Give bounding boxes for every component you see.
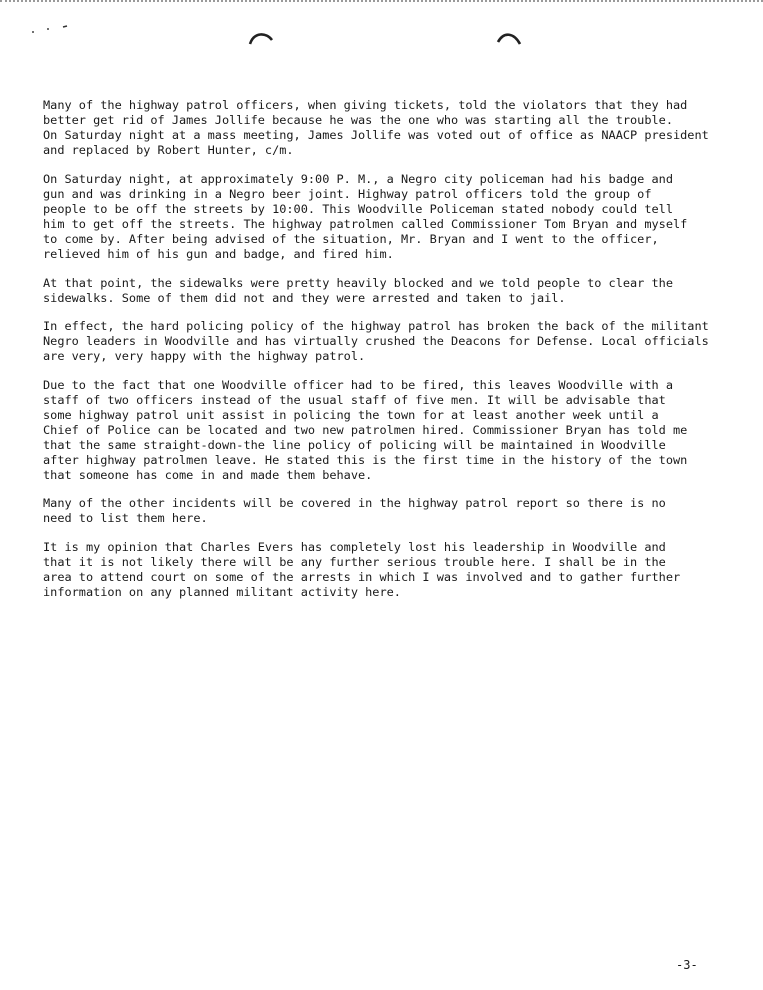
punch-hole-mark-right xyxy=(496,30,522,46)
paragraph: At that point, the sidewalks were pretty heavily blocked and we told people to clear the sidewalks. Some of them did not and they were arrested and taken to jail. xyxy=(43,275,673,305)
paragraph: On Saturday night, at approximately 9:00 P. M., a Negro city policeman had his badge and gun and was drinking in a Negro beer joint. Highway patrol officers told the group of people to be off the streets by 10:00. This Woodville Policeman stated nobody could tell him to get off the streets. The highway patrolmen called Commissioner Tom Bryan and myself to come by. After being advised of the situation, Mr. Bryan and I went to the officer, relieved him of his gun and badge, and fired him. xyxy=(43,172,688,261)
top-edge-dots xyxy=(0,0,763,8)
document-body xyxy=(43,98,753,613)
page-number: -3- xyxy=(676,958,698,972)
punch-hole-mark-left xyxy=(248,30,274,46)
paragraph: Many of the other incidents will be covered in the highway patrol report so there is no need to list them here. xyxy=(43,496,666,525)
paragraph: Due to the fact that one Woodville officer had to be fired, this leaves Woodville with a staff of two officers instead of the usual staff of five men. It will be advisable that some highway patrol unit assist in policing the town for at least another week until a Chief of Police can be located and two new patrolmen hired. Commissioner Bryan has told me that the same straight-down-the line policy of policing will be maintained in Woodville after highway patrolmen leave. He stated this is the first time in the history of the town that someone has come in and made them behave. xyxy=(43,377,688,482)
paragraph: It is my opinion that Charles Evers has completely lost his leadership in Woodville and that it is not likely there will be any further serious trouble here. I shall be in the area to attend court on some of the arrests in which I was involved and to gather further information on any planned militant activity here. xyxy=(43,539,681,599)
stray-ink-marks xyxy=(30,22,80,36)
paragraph: In effect, the hard policing policy of the highway patrol has broken the back of the militant Negro leaders in Woodville and has virtually crushed the Deacons for Defense. Local officials are very, very happy with the highway patrol. xyxy=(43,319,709,363)
paragraph: Many of the highway patrol officers, when giving tickets, told the violators that they had better get rid of James Jollife because he was the one who was starting all the trouble. On Saturday night at a mass meeting, James Jollife was voted out of office as NAACP president and replaced by Robert Hunter, c/m. xyxy=(43,98,709,157)
